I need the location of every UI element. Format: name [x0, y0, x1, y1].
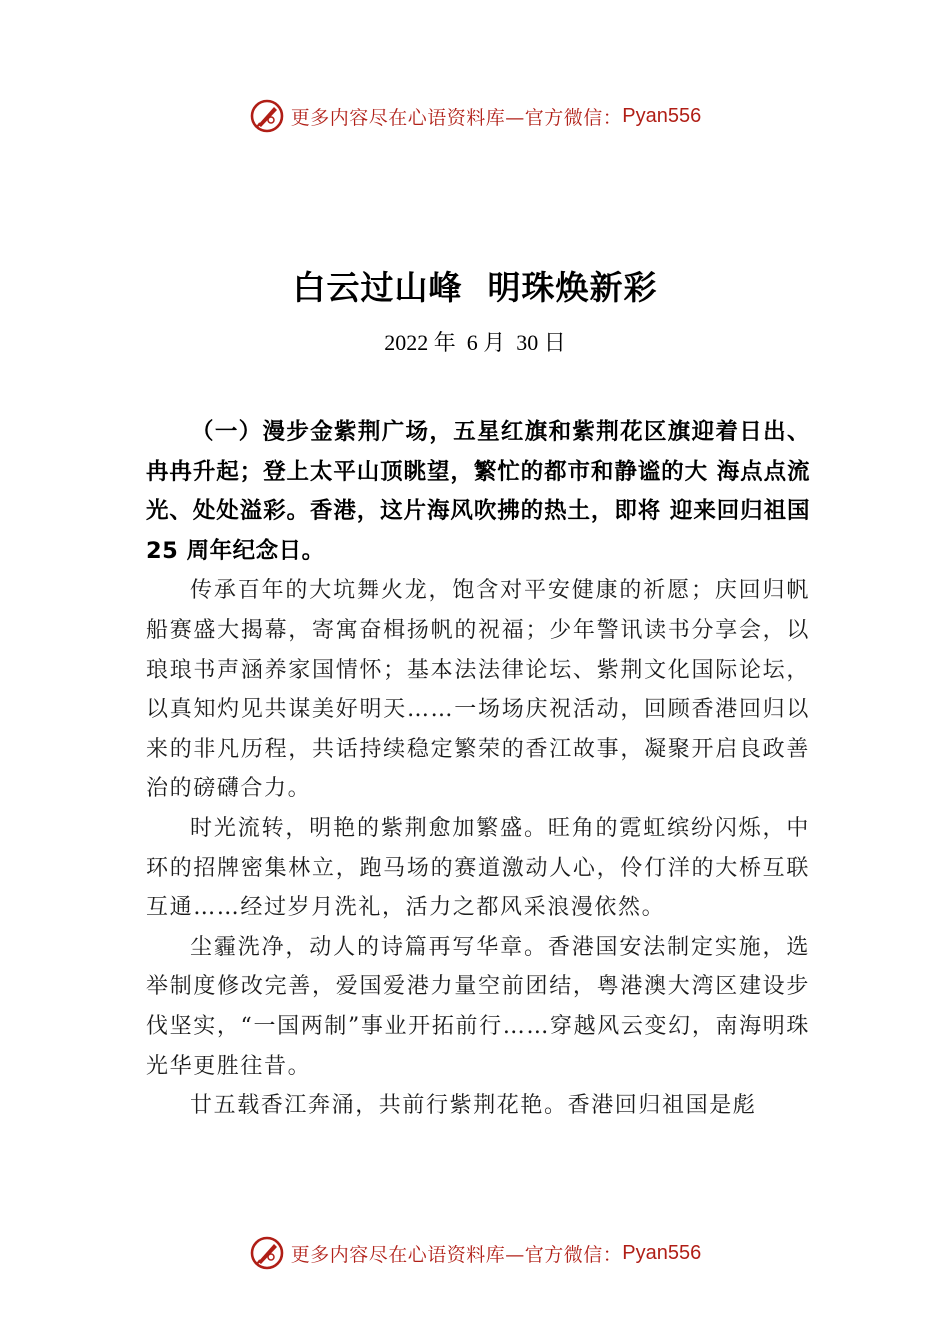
lead-paragraph: （一）漫步金紫荆广场，五星红旗和紫荆花区旗迎着日出、冉冉升起；登上太平山顶眺望，繁忙的都市和静谧的大 海点点流光、处处溢彩。香港，这片海风吹拂的热土，即将 迎来回归祖国 25 周年纪念日。: [146, 419, 810, 564]
banner-text: 更多内容尽在心语资料库—官方微信：: [290, 1243, 623, 1266]
paragraph: 传承百年的大坑舞火龙，饱含对平安健康的祈愿；庆回归帆船赛盛大揭幕，寄寓奋楫扬帆的祝福；少年警讯读书分享会，以琅琅书声涵养家国情怀；基本法法律论坛、紫荆文化国际论坛，以真知灼见共谋美好明天……一场场庆祝活动，回顾香港回归以来的非凡历程，共话持续稳定繁荣的香江故事，凝聚开启良政善治的磅礴合力。: [146, 578, 810, 802]
article-title: 白云过山峰 明珠焕新彩: [292, 268, 658, 307]
banner-wechat-id: Pyan556: [622, 104, 702, 127]
article-body: [146, 413, 810, 1126]
paragraph: 尘霾洗净，动人的诗篇再写华章。香港国安法制定实施，选举制度修改完善，爱国爱港力量空前团结，粤港澳大湾区建设步伐坚实，“一国两制”事业开拓前行……穿越风云变幻，南海明珠光华更胜往昔。: [146, 934, 810, 1079]
quill-logo-icon: [249, 1235, 285, 1271]
header-banner: [0, 96, 950, 136]
quill-logo-icon: [249, 98, 285, 134]
paragraph: 时光流转，明艳的紫荆愈加繁盛。旺角的霓虹缤纷闪烁，中环的招牌密集林立，跑马场的赛道激动人心，伶仃洋的大桥互联互通……经过岁月洗礼，活力之都风采浪漫依然。: [146, 815, 810, 921]
footer-banner: [0, 1233, 950, 1273]
paragraph: 廿五载香江奔涌，共前行紫荆花艳。香港回归祖国是彪: [190, 1093, 757, 1119]
banner-text: 更多内容尽在心语资料库—官方微信：: [290, 106, 623, 129]
article-date: 2022 年 6 月 30 日: [384, 330, 566, 355]
banner-wechat-id: Pyan556: [622, 1241, 702, 1264]
